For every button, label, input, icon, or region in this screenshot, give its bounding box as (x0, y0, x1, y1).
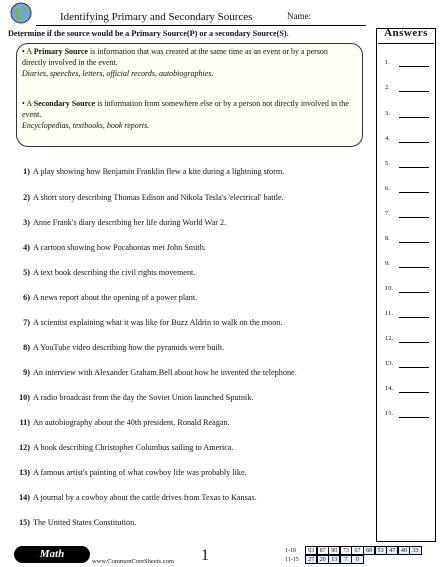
question-text: A journal by a cowboy about the cattle drives from Texas to Kansas. (33, 493, 257, 502)
answer-blank[interactable] (399, 292, 429, 293)
answer-number: 8. (385, 235, 390, 242)
question-item (16, 368, 297, 377)
answer-number: 5. (385, 160, 390, 167)
question-item (16, 468, 247, 477)
score-row-label: 11-15 (285, 557, 299, 563)
score-row (285, 555, 363, 564)
answer-blank[interactable] (399, 91, 429, 92)
primary-source-definition (22, 47, 352, 80)
score-cell: 27 (305, 555, 317, 564)
definition-text: is information that was created at the same time as an event or by a person directly involved in the event. (22, 47, 328, 67)
question-number: 1) (23, 167, 30, 176)
question-item (16, 393, 253, 402)
answer-number: 7. (385, 210, 390, 217)
header-rule (36, 25, 366, 26)
question-item (16, 343, 224, 352)
question-text: A play showing how Benjamin Franklin flew a kite during a lightning storm. (33, 167, 285, 176)
question-text: An autobiography about the 40th president, Ronald Reagan. (33, 418, 230, 427)
question-item (16, 193, 284, 202)
answer-number: 9. (385, 260, 390, 267)
score-cell: 87 (317, 546, 329, 555)
answer-number: 2. (385, 84, 390, 91)
answer-number: 6. (385, 185, 390, 192)
question-number: 9) (23, 368, 30, 377)
definition-text: is information from somewhere else or by a person not directly involved in the event. (22, 99, 349, 119)
answer-blank[interactable] (399, 242, 429, 243)
answer-blank[interactable] (399, 367, 429, 368)
question-number: 10) (19, 393, 30, 402)
question-text: The United States Constitution. (33, 518, 137, 527)
question-item (16, 268, 195, 277)
question-text: A short story describing Thomas Edison and Nikola Tesla's 'electrical' battle. (33, 193, 284, 202)
score-cell: 73 (340, 546, 352, 555)
answer-blank[interactable] (399, 317, 429, 318)
answer-number: 10. (385, 285, 394, 292)
question-number: 12) (19, 443, 30, 452)
answer-blank[interactable] (399, 167, 429, 168)
question-item (16, 418, 230, 427)
question-text: An interview with Alexander Graham Bell about how he invented the telephone. (33, 368, 297, 377)
definition-examples: Encyclopedias, textbooks, book reports. (22, 121, 150, 130)
question-text: A news report about the opening of a power plant. (33, 293, 198, 302)
score-cell: 67 (351, 546, 363, 555)
score-cell: 53 (375, 546, 387, 555)
score-row (285, 546, 421, 555)
question-number: 3) (23, 218, 30, 227)
question-text: Anne Frank's diary describing her life during World War 2. (33, 218, 227, 227)
answer-number: 1. (385, 59, 390, 66)
question-item (16, 518, 136, 527)
question-item (16, 218, 226, 227)
subject-badge: Math (14, 546, 90, 563)
question-number: 14) (19, 493, 30, 502)
answer-blank[interactable] (399, 66, 429, 67)
question-item (16, 167, 284, 176)
question-item (16, 493, 257, 502)
answer-number: 3. (385, 110, 390, 117)
answer-blank[interactable] (399, 217, 429, 218)
worksheet-title: Identifying Primary and Secondary Sources (60, 11, 253, 23)
instructions: Determine if the source would be a Primary Source(P) or a secondary Source(S). (8, 29, 289, 38)
definition-term: Secondary Source (33, 99, 96, 108)
answers-heading: Answers (384, 27, 428, 39)
score-cell: 0 (351, 555, 363, 564)
question-text: A famous artist's painting of what cowboy life was probably like. (33, 468, 247, 477)
score-cell: 40 (398, 546, 410, 555)
score-cell: 13 (328, 555, 340, 564)
question-text: A radio broadcast from the day the Soviet Union launched Sputnik. (33, 393, 254, 402)
answer-blank[interactable] (399, 117, 429, 118)
answer-blank[interactable] (399, 392, 429, 393)
answer-blank[interactable] (399, 342, 429, 343)
question-number: 13) (19, 468, 30, 477)
question-number: 4) (23, 243, 30, 252)
question-text: A text book describing the civil rights movement. (33, 268, 196, 277)
definition-term: Primary Source (33, 47, 88, 56)
score-cell: 47 (386, 546, 398, 555)
answer-blank[interactable] (399, 267, 429, 268)
question-text: A book describing Christopher Columbus sailing to America. (33, 443, 234, 452)
question-number: 6) (23, 293, 30, 302)
score-cell: 80 (328, 546, 340, 555)
question-item (16, 318, 282, 327)
question-number: 11) (19, 418, 30, 427)
definition-examples: Diaries, speeches, letters, official records, autobiographies. (22, 69, 214, 78)
answer-number: 14. (385, 385, 394, 392)
definition-bullet: • A (22, 47, 34, 56)
page-number: 1 (201, 547, 209, 564)
globe-icon (10, 2, 32, 24)
answer-number: 12. (385, 335, 394, 342)
name-label: Name: (287, 11, 311, 21)
question-item (16, 443, 234, 452)
footer (0, 546, 442, 567)
question-text: A cartoon showing how Pocahontas met John Smith. (33, 243, 206, 252)
answer-number: 13. (385, 360, 394, 367)
site-url: www.CommonCoreSheets.com (92, 558, 174, 565)
question-number: 15) (19, 518, 30, 527)
question-number: 7) (23, 318, 30, 327)
answer-number: 11. (385, 310, 393, 317)
answers-heading-rule (378, 43, 434, 44)
question-number: 5) (23, 268, 30, 277)
score-cell: 20 (317, 555, 329, 564)
question-text: A scientist explaining what it was like for Buzz Aldrin to walk on the moon. (33, 318, 283, 327)
answer-number: 15. (385, 410, 394, 417)
secondary-source-definition (22, 99, 352, 132)
answer-blank[interactable] (399, 192, 429, 193)
score-cell: 60 (363, 546, 375, 555)
question-number: 2) (23, 193, 30, 202)
definition-bullet: • A (22, 99, 34, 108)
answer-blank[interactable] (399, 142, 429, 143)
answer-number: 4. (385, 135, 390, 142)
question-number: 8) (23, 343, 30, 352)
score-cell: 7 (340, 555, 352, 564)
question-item (16, 243, 206, 252)
score-row-label: 1-10 (285, 548, 296, 554)
answer-blank[interactable] (399, 417, 429, 418)
question-item (16, 293, 197, 302)
question-text: A YouTube video describing how the pyramids were built. (33, 343, 225, 352)
score-cell: 93 (305, 546, 317, 555)
score-cell: 33 (409, 546, 421, 555)
